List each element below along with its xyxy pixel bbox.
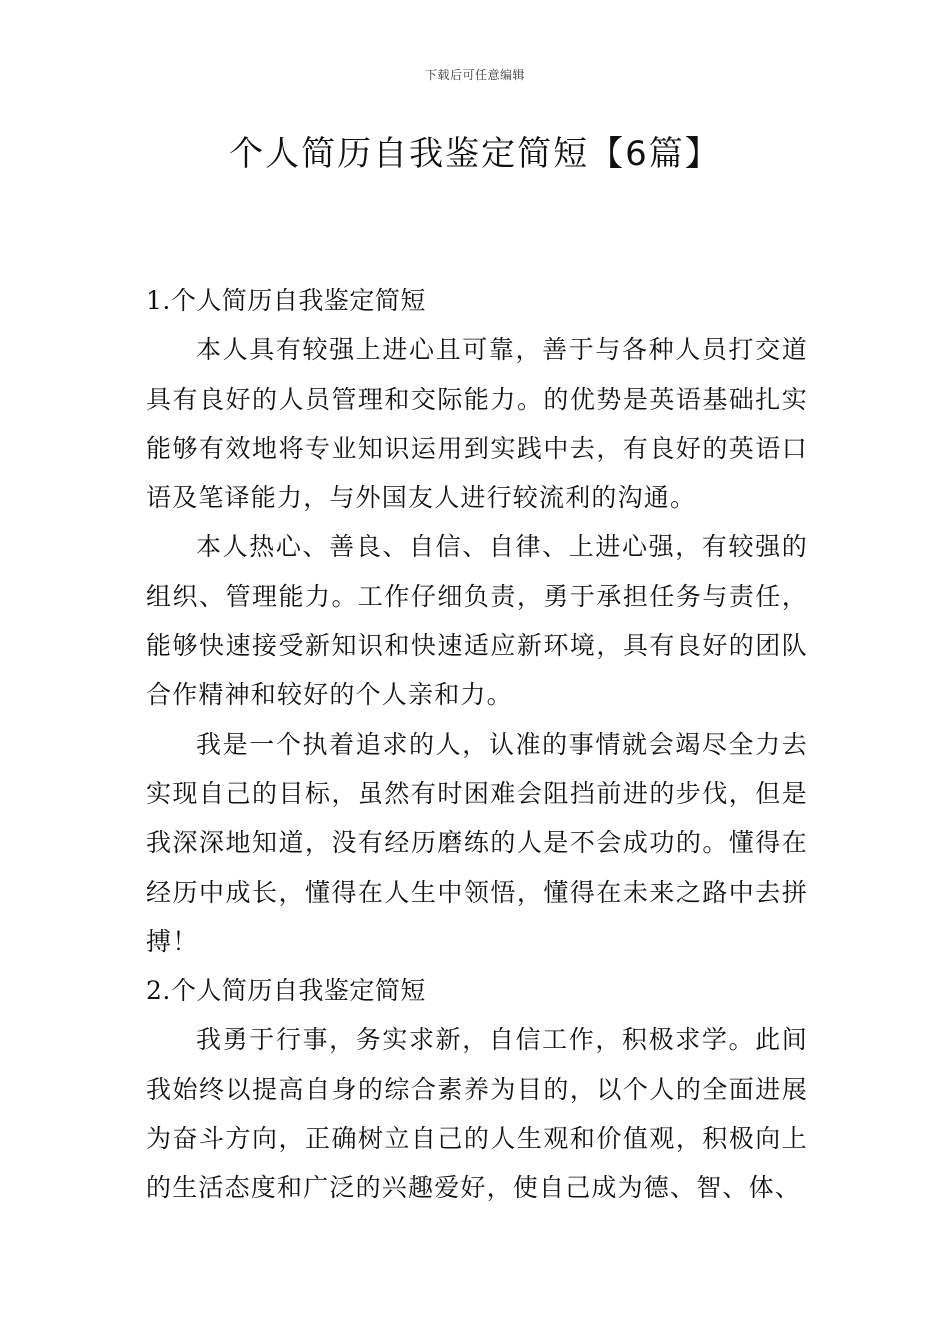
paragraph: 本人具有较强上进心且可靠，善于与各种人员打交道具有良好的人员管理和交际能力。的优势是英语基础扎实能够有效地将专业知识运用到实践中去，有良好的英语口语及笔译能力，与外国友人进行较流利的沟通。 bbox=[146, 335, 808, 513]
header-note: 下载后可任意编辑 bbox=[424, 68, 525, 82]
paragraph: 我勇于行事，务实求新，自信工作，积极求学。此间我始终以提高自身的综合素养为目的，以个人的全面进展为奋斗方向，正确树立自己的人生观和价值观，积极向上的生活态度和广泛的兴趣爱好，使自己成为德、智、体、 bbox=[146, 1025, 808, 1203]
section-1 bbox=[146, 276, 808, 966]
paragraph: 我是一个执着追求的人，认准的事情就会竭尽全力去实现自己的目标，虽然有时困难会阻挡前进的步伐，但是我深深地知道，没有经历磨练的人是不会成功的。懂得在经历中成长，懂得在人生中领悟，懂得在未来之路中去拼搏！ bbox=[146, 729, 808, 956]
document-body bbox=[146, 276, 808, 1213]
document-title: 个人简历自我鉴定简短【6篇】 bbox=[229, 134, 721, 174]
section-2 bbox=[146, 966, 808, 1212]
section-heading: 2.个人简历自我鉴定简短 bbox=[146, 976, 426, 1006]
section-heading: 1.个人简历自我鉴定简短 bbox=[146, 286, 426, 315]
paragraph: 本人热心、善良、自信、自律、上进心强，有较强的组织、管理能力。工作仔细负责，勇于承担任务与责任，能够快速接受新知识和快速适应新环境，具有良好的团队合作精神和较好的个人亲和力。 bbox=[146, 532, 808, 710]
